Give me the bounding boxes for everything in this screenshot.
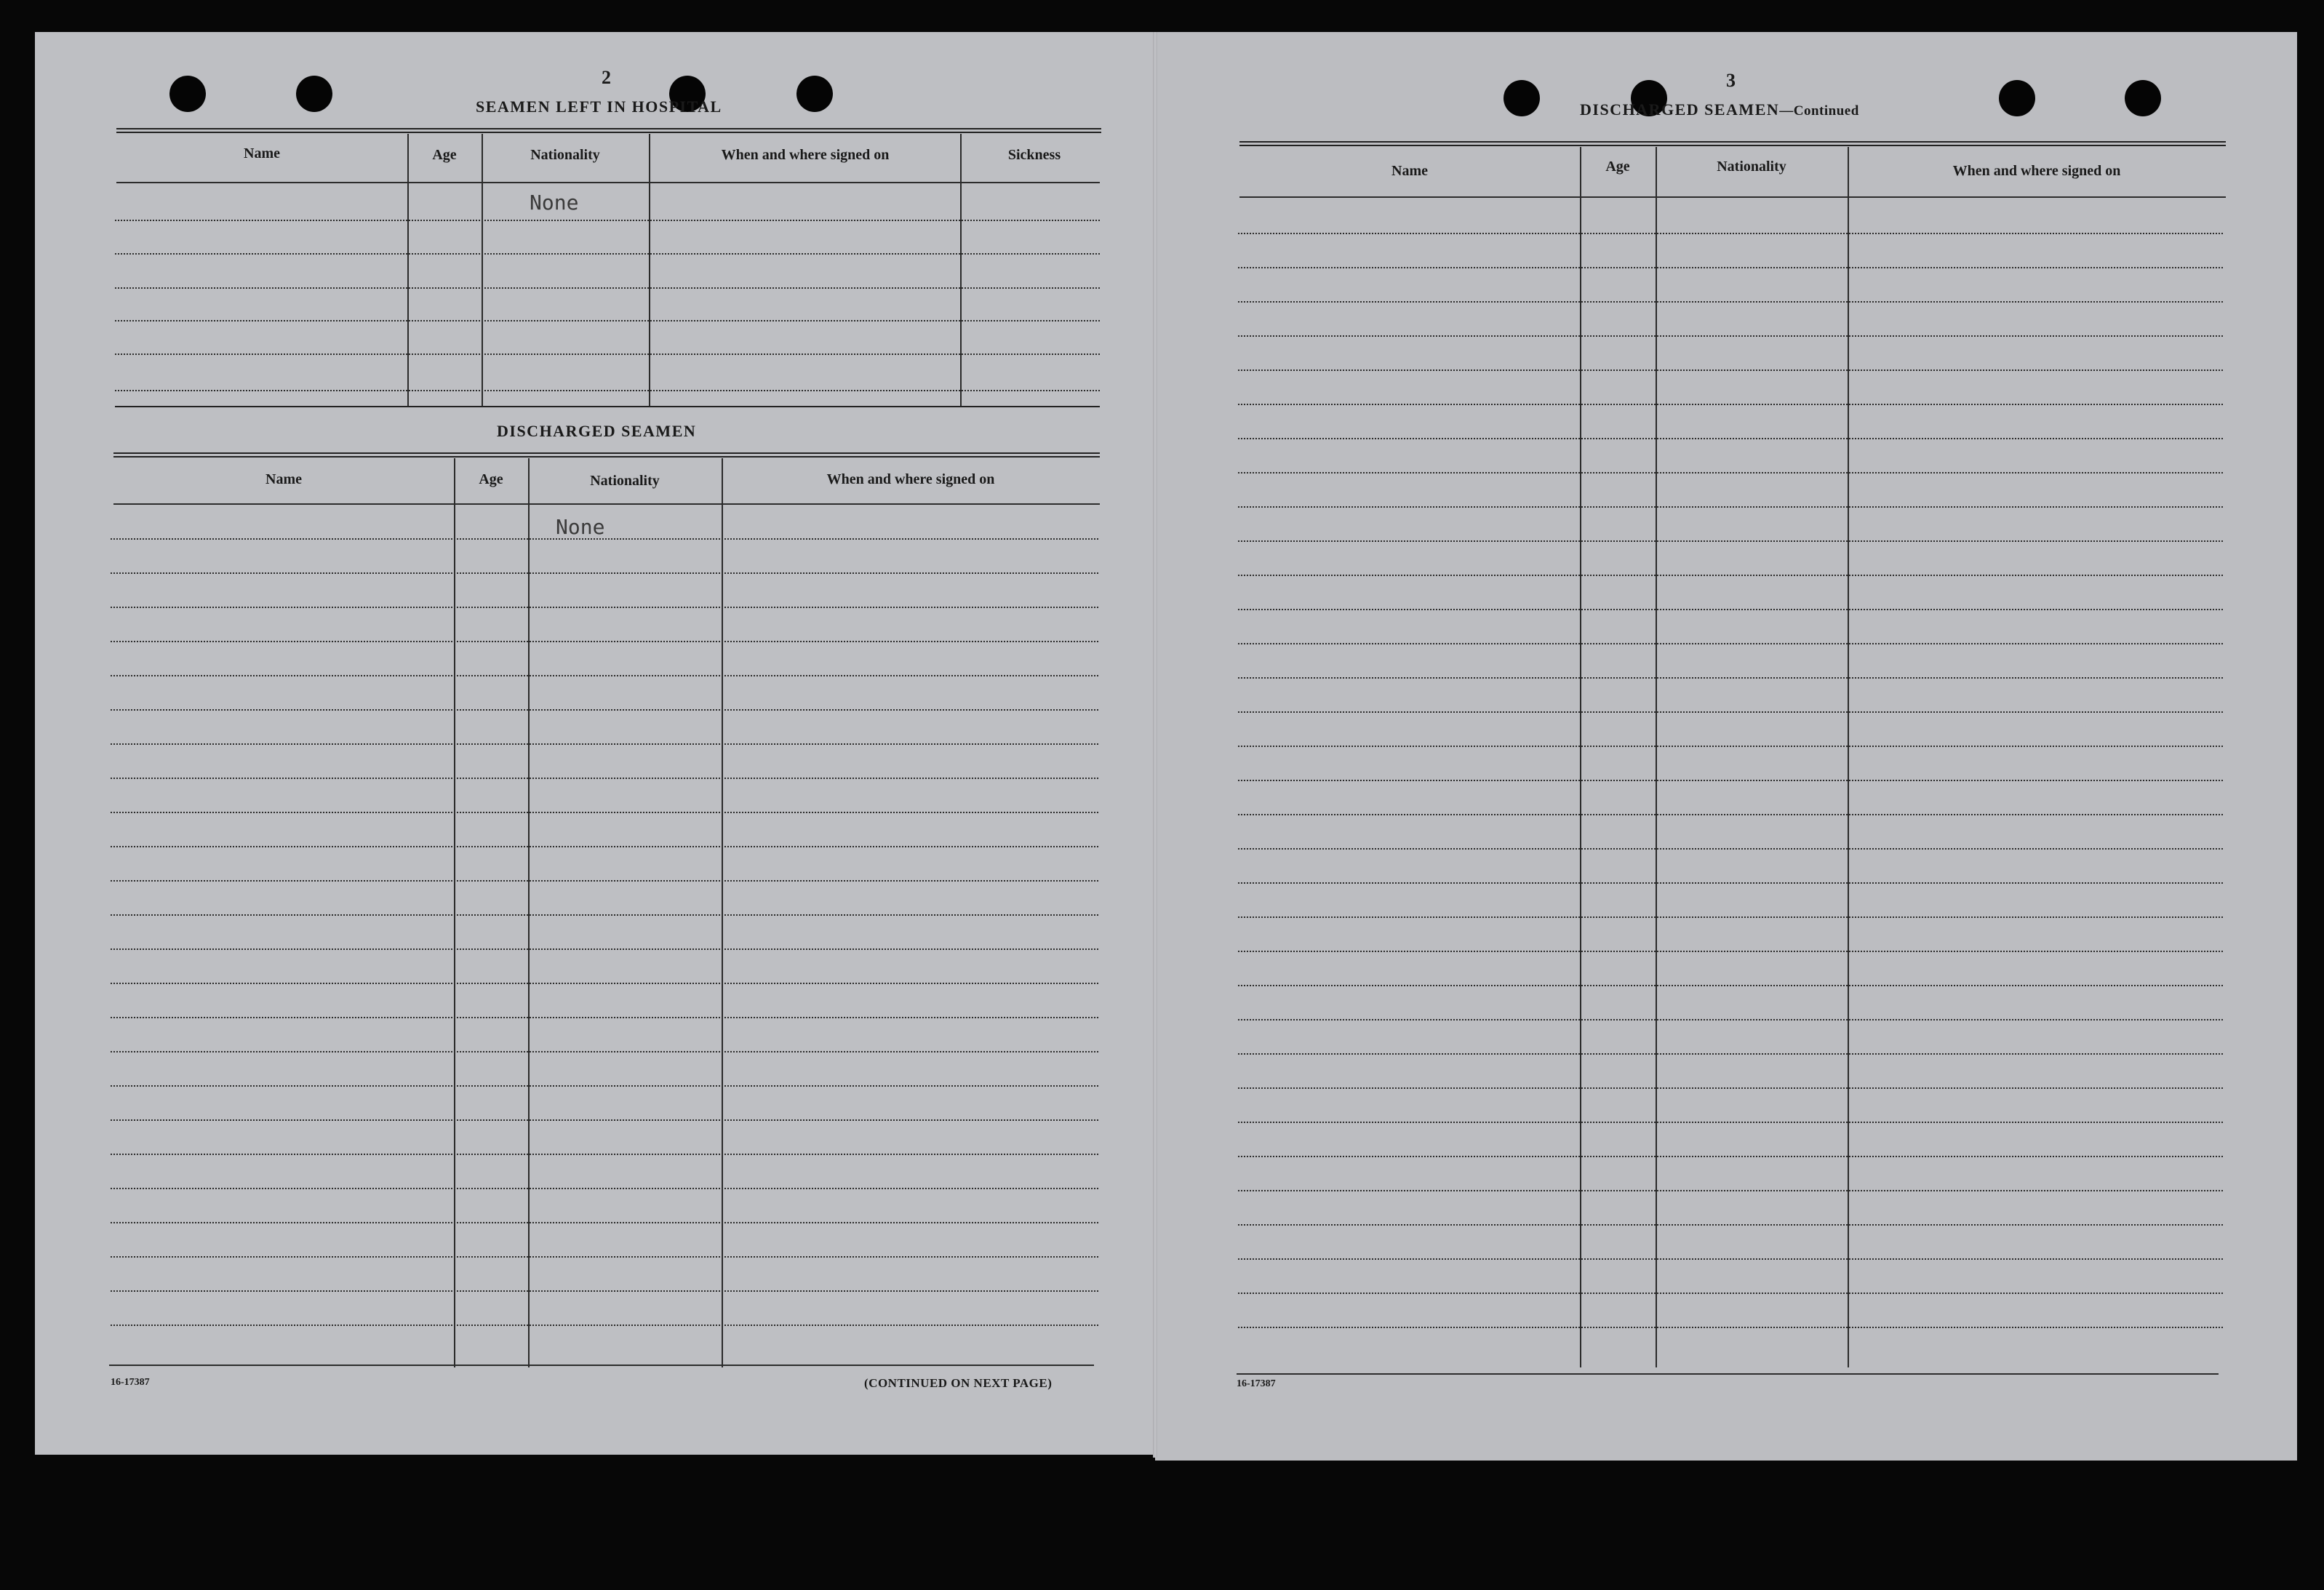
- row-line: [1238, 1122, 2223, 1123]
- row-line: [1238, 1293, 2223, 1294]
- row-line: [1237, 1373, 2219, 1375]
- punch-hole: [1999, 80, 2035, 116]
- hospital-bottom-rule: [115, 406, 1100, 407]
- row-line: [1238, 916, 2223, 918]
- column-divider: [1656, 147, 1657, 1367]
- row-line: [1238, 233, 2223, 234]
- punch-hole: [169, 76, 206, 112]
- row-line: [1238, 1190, 2223, 1191]
- row-line: [111, 1017, 1098, 1018]
- row-line: [1238, 985, 2223, 986]
- row-line: [1238, 609, 2223, 610]
- row-line: [1238, 438, 2223, 439]
- row-line: [1238, 1053, 2223, 1055]
- row-line: [111, 812, 1098, 813]
- row-line: [111, 880, 1098, 882]
- row-line: [1238, 335, 2223, 337]
- row-line: [111, 948, 1098, 950]
- column-divider: [407, 134, 409, 406]
- row-line: [111, 1188, 1098, 1189]
- hospital-section-title: SEAMEN LEFT IN HOSPITAL: [476, 97, 722, 116]
- row-line: [111, 778, 1098, 779]
- column-header: Age: [479, 471, 503, 487]
- column-header: When and where signed on: [1952, 163, 2121, 179]
- row-line: [1238, 575, 2223, 576]
- row-line: [1238, 540, 2223, 542]
- row-line: [111, 1119, 1098, 1121]
- nationality-entry: None: [530, 191, 579, 215]
- column-divider: [722, 458, 723, 1367]
- row-line: [116, 182, 1100, 183]
- column-header: Nationality: [590, 473, 660, 489]
- form-code: 16-17387: [1237, 1378, 1276, 1389]
- row-line: [1238, 472, 2223, 474]
- title-main: DISCHARGED SEAMEN: [1580, 100, 1780, 119]
- row-line: [1238, 848, 2223, 850]
- column-divider: [528, 458, 530, 1367]
- row-line: [1238, 301, 2223, 303]
- row-line: [111, 743, 1098, 745]
- row-line: [115, 287, 1100, 289]
- column-header: Sickness: [1007, 147, 1061, 163]
- discharged-section-title: DISCHARGED SEAMEN: [497, 422, 697, 440]
- page-fold: [1153, 32, 1157, 1458]
- row-line: [1238, 369, 2223, 371]
- punch-hole: [1504, 80, 1540, 116]
- column-header: When and where signed on: [721, 147, 890, 163]
- column-header: Nationality: [530, 147, 600, 163]
- column-header: Name: [244, 145, 280, 161]
- row-line: [115, 253, 1100, 255]
- row-line: [1238, 711, 2223, 713]
- row-line: [111, 572, 1098, 574]
- row-line: [1238, 814, 2223, 815]
- row-line: [111, 1085, 1098, 1087]
- row-line: [1238, 1327, 2223, 1328]
- row-line: [111, 1222, 1098, 1223]
- nationality-entry: None: [556, 515, 605, 539]
- row-line: [1238, 951, 2223, 952]
- column-divider: [649, 134, 650, 406]
- row-line: [1238, 643, 2223, 644]
- row-line: [1238, 677, 2223, 679]
- row-line: [109, 1365, 1094, 1366]
- punch-hole: [2125, 80, 2161, 116]
- column-header: When and where signed on: [826, 471, 995, 487]
- column-header: Name: [265, 471, 302, 487]
- discharged-top-rule: [113, 452, 1100, 458]
- row-line: [1238, 746, 2223, 747]
- row-line: [111, 709, 1098, 711]
- row-line: [1238, 882, 2223, 884]
- row-line: [1238, 267, 2223, 268]
- row-line: [111, 641, 1098, 642]
- row-line: [111, 846, 1098, 847]
- column-header: Name: [1391, 163, 1428, 179]
- continued-note: (CONTINUED ON NEXT PAGE): [864, 1376, 1053, 1390]
- column-header: Nationality: [1717, 159, 1786, 175]
- row-line: [115, 353, 1100, 355]
- row-line: [111, 1256, 1098, 1258]
- row-line: [111, 983, 1098, 984]
- row-line: [1238, 1087, 2223, 1089]
- row-line: [111, 1325, 1098, 1326]
- row-line: [111, 1154, 1098, 1155]
- row-line: [1238, 404, 2223, 405]
- row-line: [111, 607, 1098, 608]
- page-number: 3: [1726, 70, 1736, 91]
- row-line: [111, 1290, 1098, 1292]
- column-header: Age: [432, 147, 457, 163]
- hospital-top-rule: [116, 128, 1101, 133]
- continued-top-rule: [1239, 141, 2226, 146]
- row-line: [1238, 780, 2223, 781]
- row-line: [1238, 1258, 2223, 1260]
- row-line: [111, 1051, 1098, 1052]
- page-number: 2: [602, 67, 611, 88]
- row-line: [111, 914, 1098, 916]
- row-line: [1239, 196, 2226, 198]
- row-line: [115, 390, 1100, 391]
- punch-hole: [296, 76, 332, 112]
- column-divider: [482, 134, 483, 406]
- title-suffix: —Continued: [1779, 103, 1859, 119]
- row-line: [115, 320, 1100, 321]
- column-divider: [960, 134, 962, 406]
- row-line: [1238, 1224, 2223, 1226]
- row-line: [111, 675, 1098, 676]
- row-line: [1238, 1156, 2223, 1157]
- column-divider: [1848, 147, 1849, 1367]
- form-code: 16-17387: [111, 1377, 150, 1388]
- discharged-continued-title: [1580, 100, 1859, 119]
- row-line: [1238, 506, 2223, 508]
- row-line: [113, 503, 1100, 505]
- column-divider: [1580, 147, 1581, 1367]
- punch-hole: [796, 76, 833, 112]
- column-divider: [454, 458, 455, 1367]
- row-line: [115, 220, 1100, 221]
- column-header: Age: [1605, 159, 1630, 175]
- row-line: [1238, 1019, 2223, 1020]
